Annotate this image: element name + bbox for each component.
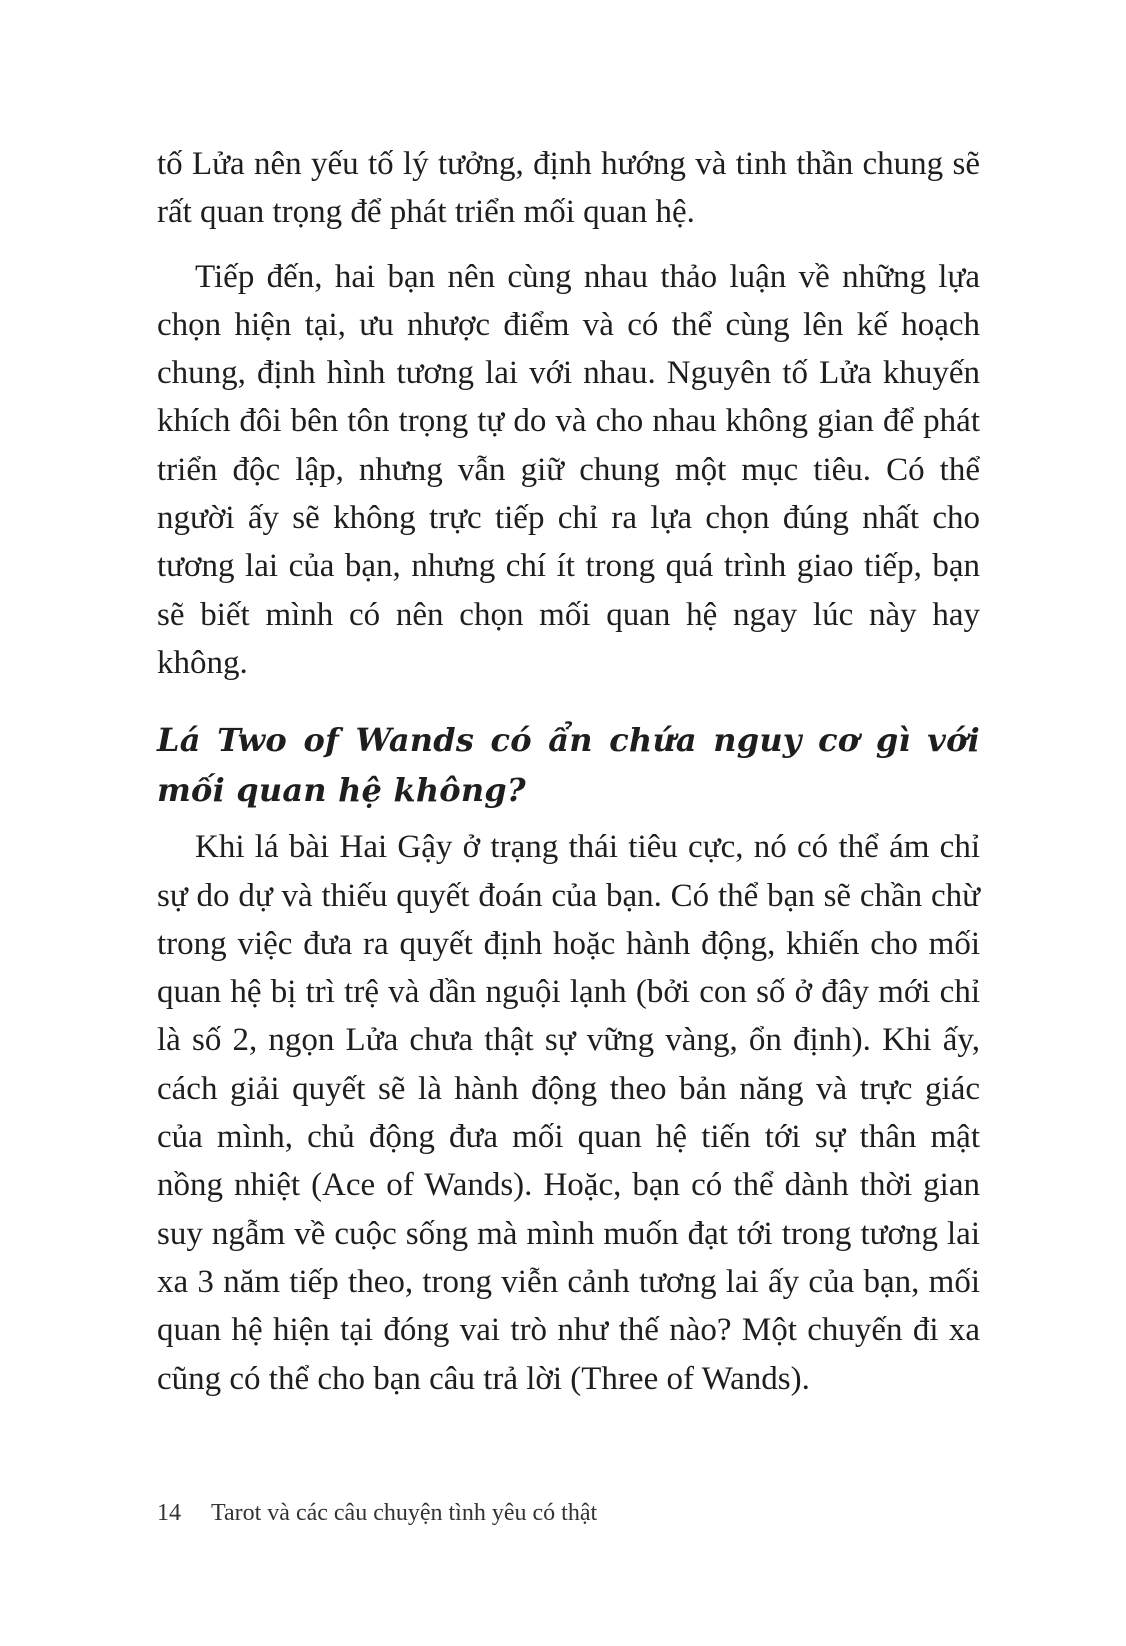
paragraph-planning: Tiếp đến, hai bạn nên cùng nhau thảo luận về những lựa chọn hiện tại, ưu nhược điểm và có thể cùng lên kế hoạch chung, định hình tương lai với nhau. Nguyên tố Lửa khuyến khích đôi bên tôn trọng tự do và cho nhau không gian để phát triển độc lập, nhưng vẫn giữ chung một mục tiêu. Có thể người ấy sẽ không trực tiếp chỉ ra lựa chọn đúng nhất cho tương lai của bạn, nhưng chí ít trong quá trình giao tiếp, bạn sẽ biết mình có nên chọn mối quan hệ ngay lúc này hay không. xyxy=(157,258,980,681)
page-footer xyxy=(157,1500,597,1527)
paragraph-risks: Khi lá bài Hai Gậy ở trạng thái tiêu cực, nó có thể ám chỉ sự do dự và thiếu quyết đoán của bạn. Có thể bạn sẽ chần chừ trong việc đưa ra quyết định hoặc hành động, khiến cho mối quan hệ bị trì trệ và dần nguội lạnh (bởi con số ở đây mới chỉ là số 2, ngọn Lửa chưa thật sự vững vàng, ổn định). Khi ấy, cách giải quyết sẽ là hành động theo bản năng và trực giác của mình, chủ động đưa mối quan hệ tiến tới sự thân mật nồng nhiệt (Ace of Wands). Hoặc, bạn có thể dành thời gian suy ngẫm về cuộc sống mà mình muốn đạt tới trong tương lai xa 3 năm tiếp theo, trong viễn cảnh tương lai ấy của bạn, mối quan hệ hiện tại đóng vai trò như thế nào? Một chuyến đi xa cũng có thể cho bạn câu trả lời (Three of Wands). xyxy=(157,829,980,1397)
paragraph-continuation: tố Lửa nên yếu tố lý tưởng, định hướng và tinh thần chung sẽ rất quan trọng để phát triển mối quan hệ. xyxy=(157,146,980,231)
running-title: Tarot và các câu chuyện tình yêu có thật xyxy=(211,1500,598,1526)
section-heading: Lá Two of Wands có ẩn chứa nguy cơ gì với mối quan hệ không? xyxy=(157,721,980,810)
page-body xyxy=(157,140,980,1403)
page-number: 14 xyxy=(157,1500,181,1526)
